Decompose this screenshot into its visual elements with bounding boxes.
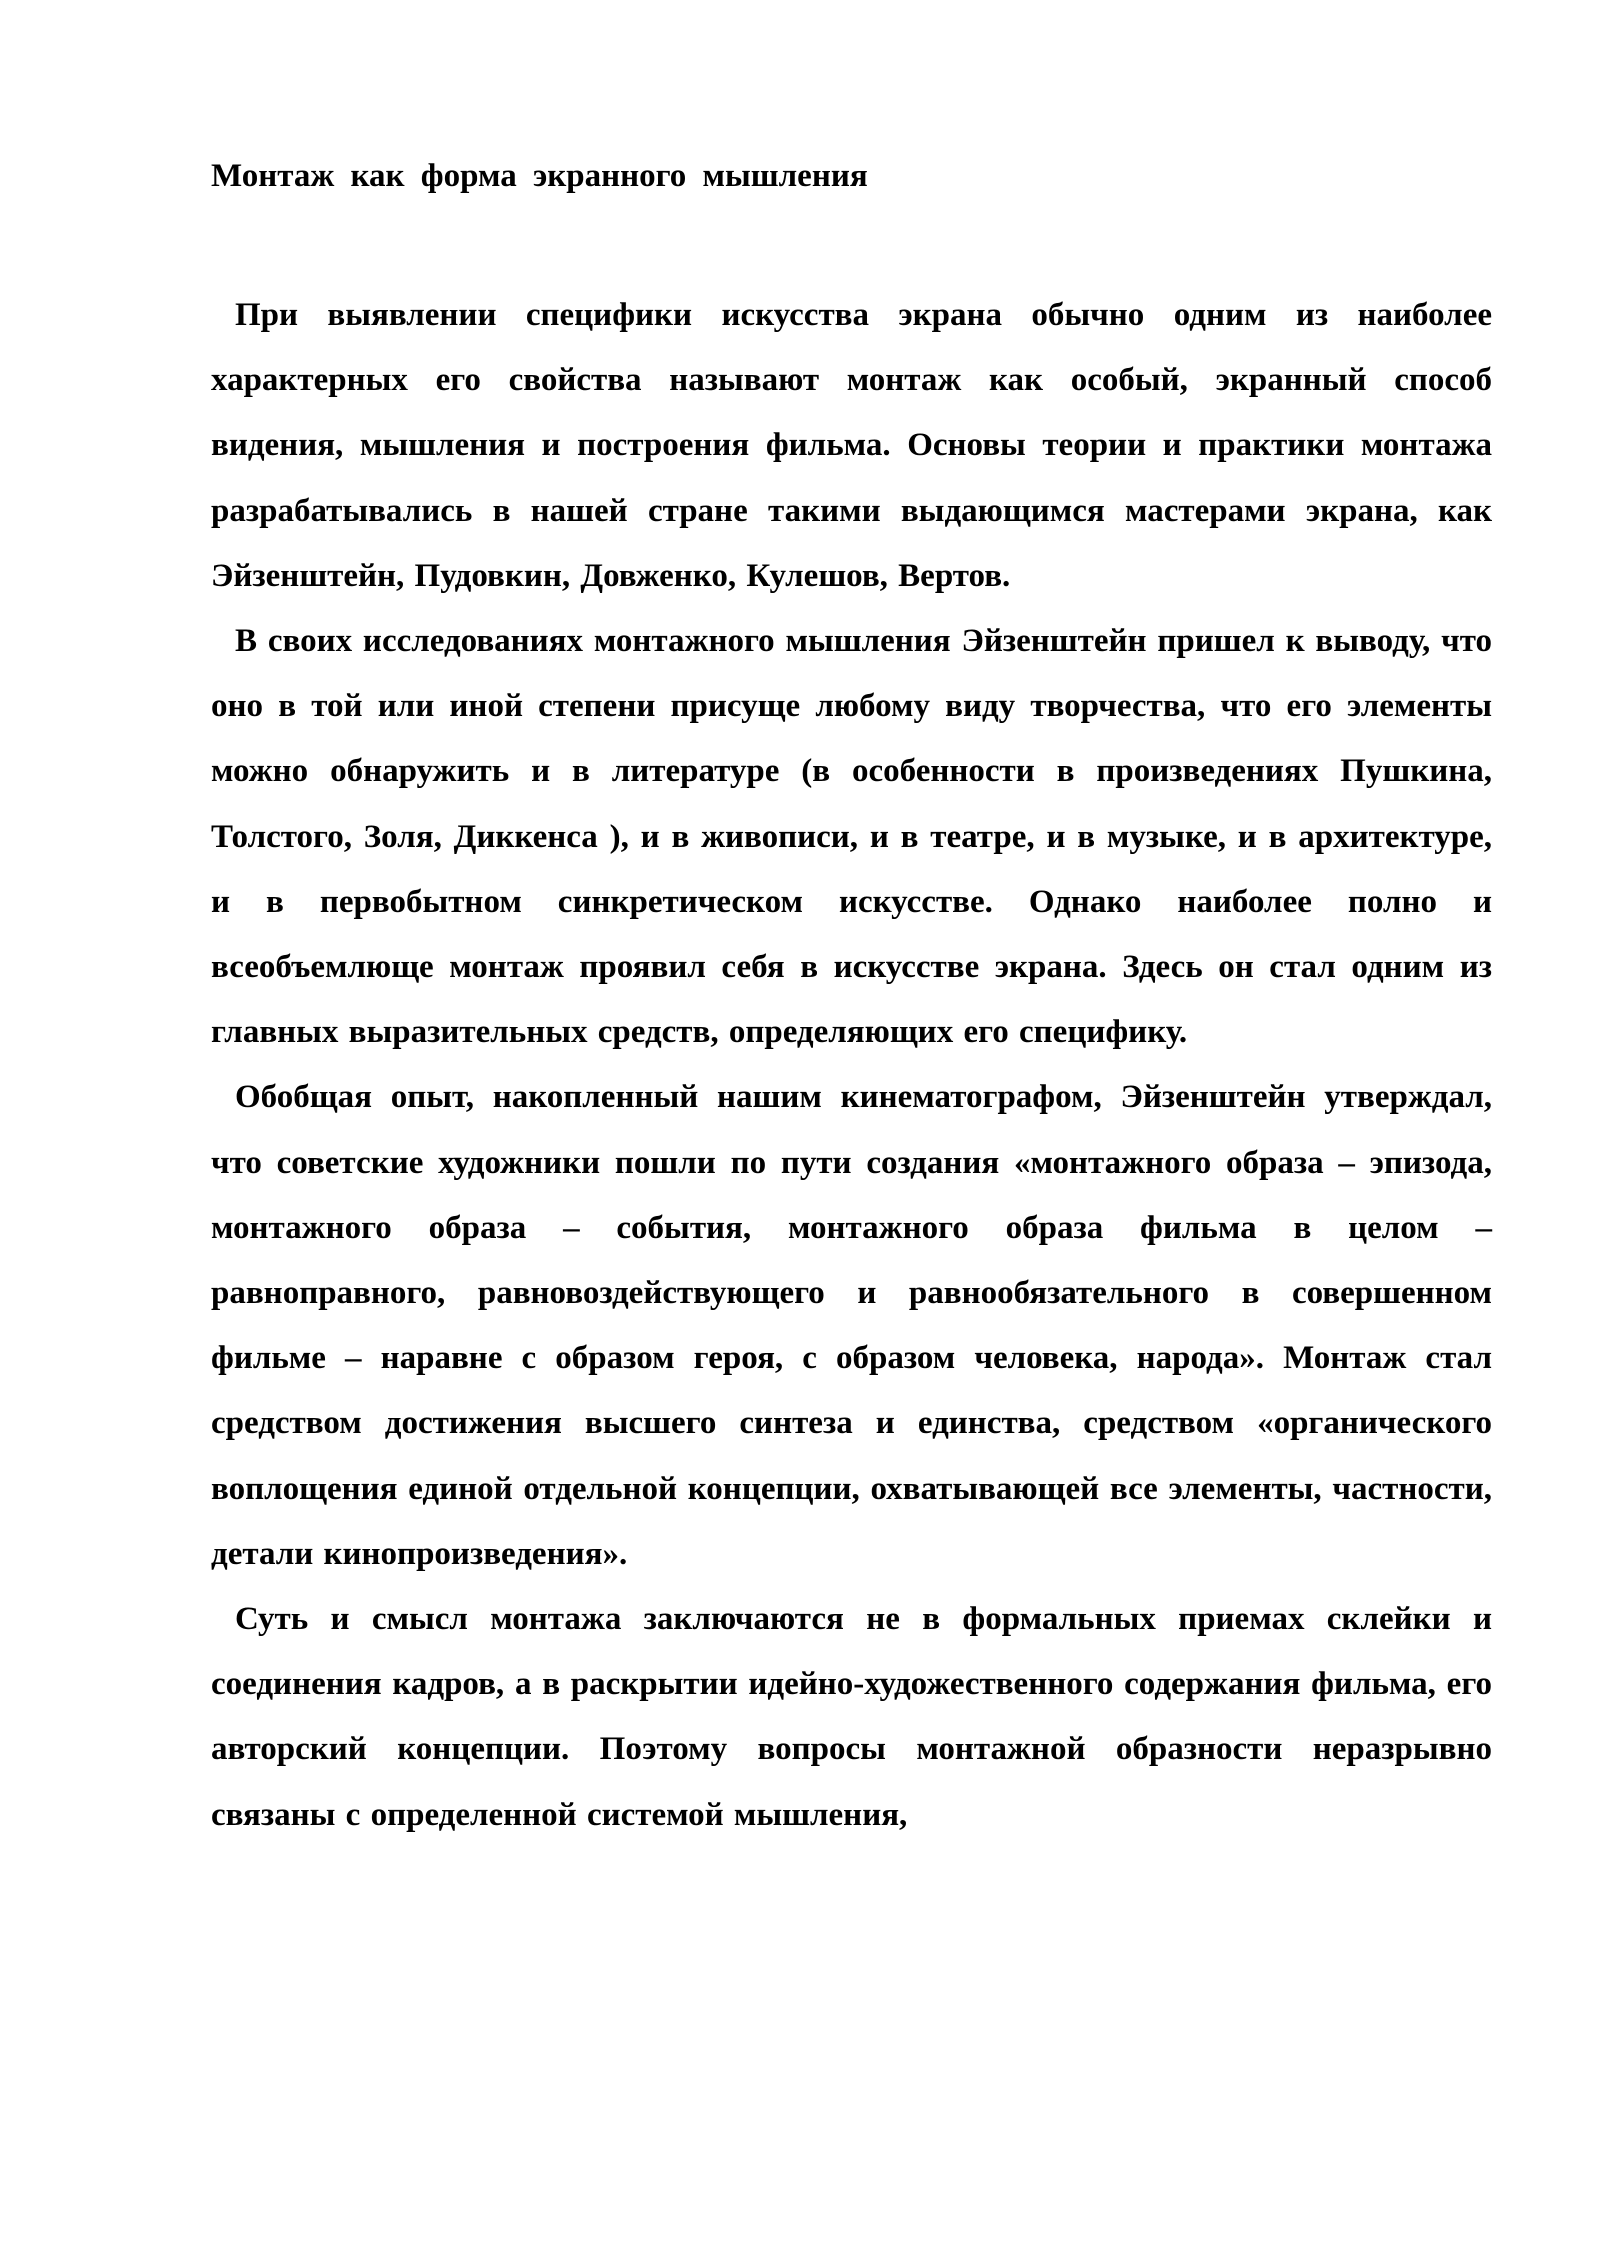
document-body xyxy=(211,283,1492,1848)
paragraph-2: В своих исследованиях монтажного мышления Эйзенштейн пришел к выводу, что оно в той или иной степени присуще любому виду творчества, что его элементы можно обнаружить и в литературе (в особенности в произведениях Пушкина, Толстого, Золя, Диккенса ), и в живописи, и в театре, и в музыке, и в архитектуре, и в первобытном синкретическом искусстве. Однако наиболее полно и всеобъемлюще монтаж проявил себя в искусстве экрана. Здесь он стал одним из главных выразительных средств, определяющих его специфику. xyxy=(211,623,1492,1051)
document-title: Монтаж как форма экранного мышления xyxy=(211,158,868,194)
paragraph-3: Обобщая опыт, накопленный нашим кинематографом, Эйзенштейн утверждал, что советские художники пошли по пути создания «монтажного образа – эпизода, монтажного образа – события, монтажного образа фильма в целом – равноправного, равновоздействующего и равнообязательного в совершенном фильме – наравне с образом героя, с образом человека, народа». Монтаж стал средством достижения высшего синтеза и единства, средством «органического воплощения единой отдельной концепции, охватывающей все элементы, частности, детали кинопроизведения». xyxy=(211,1079,1492,1572)
document-text-area xyxy=(211,153,1492,1848)
paragraph-4: Суть и смысл монтажа заключаются не в формальных приемах склейки и соединения кадров, а в раскрытии идейно-художественного содержания фильма, его авторский концепции. Поэтому вопросы монтажной образности неразрывно связаны с определенной системой мышления, xyxy=(211,1601,1492,1833)
paragraph-1: При выявлении специфики искусства экрана обычно одним из наиболее характерных его свойства называют монтаж как особый, экранный способ видения, мышления и построения фильма. Основы теории и практики монтажа разрабатывались в нашей стране такими выдающимся мастерами экрана, как Эйзенштейн, Пудовкин, Довженко, Кулешов, Вертов. xyxy=(211,297,1492,594)
